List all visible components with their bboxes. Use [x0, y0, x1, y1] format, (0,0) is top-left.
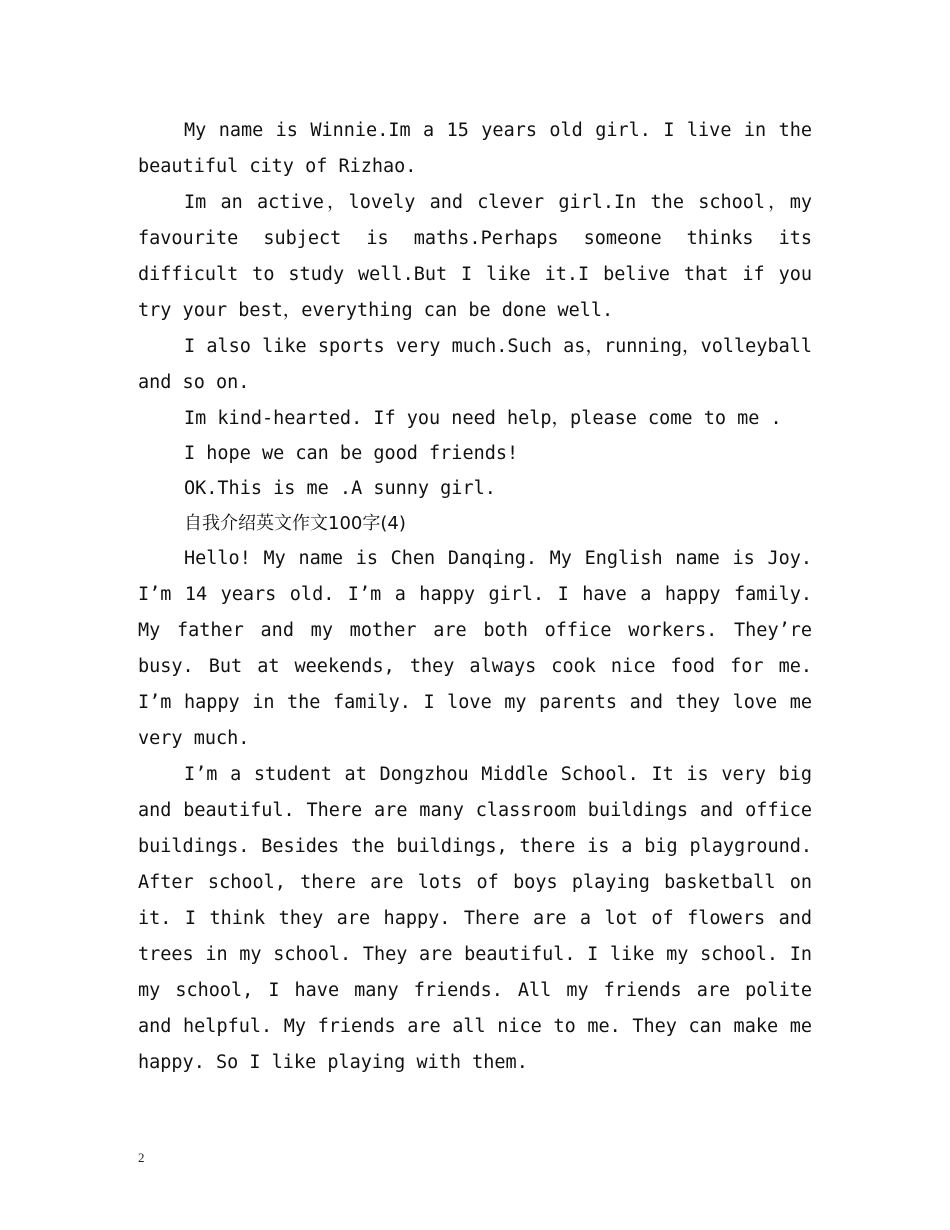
paragraph-friends: I hope we can be good friends!	[184, 443, 519, 464]
paragraph-kind-hearted: Im kind-hearted. If you need help，please come to me .	[184, 408, 782, 429]
paragraph-personality: Im an active，lovely and clever girl.In the school，my favourite subject is maths.Perhaps someone thinks its difficult to study well.But I like it.I belive that if you try your best，everything can be done well.	[138, 192, 812, 321]
paragraph-intro: My name is Winnie.Im a 15 years old girl. I live in the beautiful city of Rizhao.	[138, 120, 812, 177]
paragraph-sunny-girl: OK.This is me .A sunny girl.	[184, 478, 496, 499]
page-number: 2	[138, 1150, 145, 1165]
document-body	[138, 113, 812, 1081]
section-heading: 自我介绍英文作文100字(4)	[184, 513, 406, 534]
paragraph-family: Hello! My name is Chen Danqing. My English name is Joy. I’m 14 years old. I’m a happy girl. I have a happy family. My father and my mother are both office workers. They’re busy. But at weekends, they always cook nice food for me. I’m happy in the family. I love my parents and they love me very much.	[138, 548, 812, 749]
paragraph-school: I’m a student at Dongzhou Middle School. It is very big and beautiful. There are many classroom buildings and office buildings. Besides the buildings, there is a big playground. After school, there are lots of boys playing basketball on it. I think they are happy. There are a lot of flowers and trees in my school. They are beautiful. I like my school. In my school, I have many friends. All my friends are polite and helpful. My friends are all nice to me. They can make me happy. So I like playing with them.	[138, 764, 812, 1073]
paragraph-sports: I also like sports very much.Such as，running，volleyball and so on.	[138, 336, 812, 393]
